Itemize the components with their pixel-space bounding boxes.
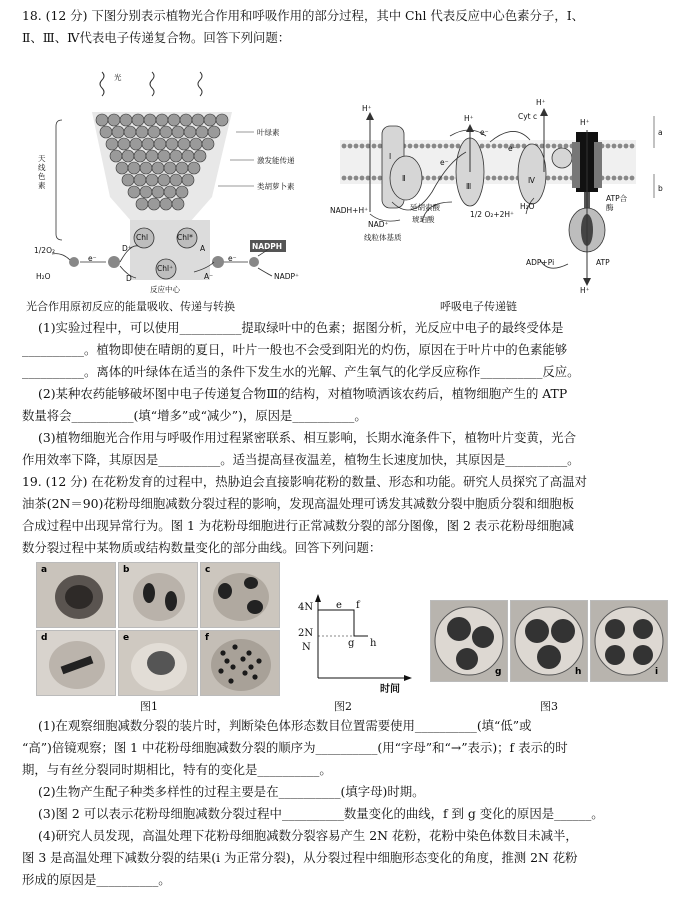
carotenoid-label: 类胡萝卜素: [257, 182, 295, 191]
pigment-ball: [172, 126, 184, 138]
fig3-label-h: h: [575, 667, 582, 677]
electron-label-r1: e⁻: [480, 128, 489, 137]
nadph-label: NADPH: [252, 242, 283, 251]
chl-plus-label: Chl⁺: [157, 264, 174, 273]
pigment-ball: [142, 138, 154, 150]
chl-label: Chl: [136, 233, 149, 242]
fig3-photo-i: [590, 600, 668, 682]
pigment-ball: [136, 126, 148, 138]
q18-part3-line1: (3)植物细胞光合作用与呼吸作用过程紧密联系、相互影响，长期水淹条件下，植物叶片变黄，光合: [38, 430, 576, 445]
lipid-head: [630, 176, 635, 181]
h-plus-label-5: H⁺: [580, 286, 590, 295]
nadh-label: NADH+H⁺: [330, 206, 369, 215]
q18-part1-line3: __________。离体的叶绿体在适当的条件下发生水的光解、产生氧气的化学反应称作__________反应。: [22, 364, 580, 379]
nad-label: NAD⁺: [368, 220, 389, 229]
y-tick-n: N: [302, 642, 311, 653]
pigment-ball: [122, 150, 134, 162]
chromosome-dot: [240, 656, 245, 661]
pigment-ball: [110, 150, 122, 162]
pigment-ball: [140, 186, 152, 198]
pigment-ball: [164, 162, 176, 174]
figure-3: [430, 600, 670, 682]
q19-part2: (2)生物产生配子种类多样性的过程主要是在__________(填字母)时期。: [38, 784, 425, 799]
chromosome-dot: [228, 678, 233, 683]
pigment-ball: [204, 114, 216, 126]
pigment-ball: [172, 198, 184, 210]
matrix-label: 线粒体基质: [364, 233, 402, 242]
lipid-head: [450, 176, 455, 181]
chromosome-dot: [220, 650, 225, 655]
point-h-label: h: [370, 638, 377, 649]
lipid-head: [348, 144, 353, 149]
q19-stem-line4: 数分裂过程中某物质或结构数量变化的部分曲线。回答下列问题：: [22, 540, 382, 555]
atp-synthase-label: ATP合酶: [606, 194, 628, 212]
lipid-head: [564, 144, 569, 149]
q18-part2-line2: 数量将会__________(填“增多”或“减少”)，原因是__________。: [22, 408, 367, 423]
pigment-ball: [152, 162, 164, 174]
lipid-head: [354, 176, 359, 181]
lipid-head: [444, 176, 449, 181]
lipid-head: [486, 144, 491, 149]
q19-part1-line2: “高”)倍镜观察；图 1 中花粉母细胞减数分裂的顺序为__________(用“字母”和“→”表示)；f 表示的时: [22, 740, 568, 755]
a-label: A: [200, 244, 206, 253]
fig1-label-d: d: [41, 633, 48, 643]
complex-1-label: Ⅰ: [389, 152, 392, 161]
pigment-ball: [160, 126, 172, 138]
fig1-label-b: b: [123, 565, 130, 575]
lipid-head: [438, 144, 443, 149]
pigment-ball: [122, 174, 134, 186]
lipid-head: [612, 144, 617, 149]
electron-label-r2: e⁻: [508, 144, 517, 153]
pigment-ball: [158, 150, 170, 162]
lipid-head: [612, 176, 617, 181]
pigment-ball: [152, 186, 164, 198]
pigment-ball: [216, 114, 228, 126]
point-e-label: e: [336, 600, 342, 611]
chromosome-dot: [252, 674, 257, 679]
complex-4-label: Ⅳ: [528, 176, 535, 185]
chromosome-dot: [248, 664, 253, 669]
fig1-photo-e: [118, 630, 198, 696]
pigment-ball: [146, 174, 158, 186]
pigment-ball: [154, 138, 166, 150]
pigment-ball: [140, 162, 152, 174]
oxygen-label: 1/2O₂: [34, 246, 55, 255]
d-plus-label: D⁺: [122, 244, 132, 253]
lipid-head: [486, 176, 491, 181]
pigment-ball: [116, 162, 128, 174]
q19-part4-line1: (4)研究人员发现，高温处理下花粉母细胞减数分裂容易产生 2N 花粉，花粉中染色体数目未减半，: [38, 828, 578, 843]
x-axis-label: 时间: [380, 684, 400, 695]
lipid-head: [426, 176, 431, 181]
pigment-ball: [178, 138, 190, 150]
fig1-photo-d: [36, 630, 116, 696]
q18-stem-line1: 18. (12 分) 下图分别表示植物光合作用和呼吸作用的部分过程，其中 Chl 代表反应中心色素分子，Ⅰ、: [22, 8, 584, 23]
lipid-head: [480, 144, 485, 149]
pigment-ball: [134, 174, 146, 186]
fig1-photo-c: [200, 562, 280, 628]
pigment-ball: [170, 150, 182, 162]
pigment-ball: [190, 138, 202, 150]
lipid-head: [432, 144, 437, 149]
pigment-ball: [144, 114, 156, 126]
lipid-head: [606, 144, 611, 149]
chromosome-dot: [232, 644, 237, 649]
pigment-ball: [158, 174, 170, 186]
chromosome-dot: [230, 664, 235, 669]
lipid-head: [630, 144, 635, 149]
fumarate-label: 延胡索酸: [410, 203, 440, 212]
pigment-ball: [180, 114, 192, 126]
lipid-head: [618, 176, 623, 181]
pigment-ball: [164, 186, 176, 198]
pigment-ball: [112, 126, 124, 138]
pigment-ball: [182, 150, 194, 162]
pigment-ball: [100, 126, 112, 138]
fig1-label-e: e: [123, 633, 130, 643]
lipid-head: [420, 144, 425, 149]
lipid-head: [492, 176, 497, 181]
chl-star-label: Chl*: [177, 233, 193, 242]
figure-1-caption: 图1: [140, 700, 158, 713]
h-plus-label-4: H⁺: [580, 118, 590, 127]
y-tick-4n: 4N: [298, 602, 314, 613]
pigment-ball: [202, 138, 214, 150]
pigment-ball: [96, 114, 108, 126]
figure-2: [298, 594, 418, 698]
lipid-head: [408, 144, 413, 149]
q18-stem-line2: Ⅱ、Ⅲ、Ⅳ代表电子传递复合物。回答下列问题：: [22, 30, 291, 45]
photosynthesis-diagram: [22, 62, 322, 298]
pigment-ball: [184, 126, 196, 138]
lipid-head: [372, 176, 377, 181]
electron-label-r3: e⁻: [440, 158, 449, 167]
electron-label-right: e⁻: [228, 254, 237, 263]
lipid-head: [492, 144, 497, 149]
q19-part1-line3: 期，与有丝分裂同时期相比，特有的变化是__________。: [22, 762, 332, 777]
chromosome-dot: [242, 670, 247, 675]
chromosome-dot: [218, 668, 223, 673]
respiration-caption: 呼吸电子传递链: [440, 300, 517, 313]
lipid-head: [498, 176, 503, 181]
complex-3-label: Ⅲ: [466, 182, 472, 191]
lipid-head: [624, 176, 629, 181]
lipid-head: [360, 144, 365, 149]
chromosome-dot: [246, 650, 251, 655]
pigment-ball: [134, 150, 146, 162]
pigment-ball: [188, 162, 200, 174]
pigment-ball: [160, 198, 172, 210]
lipid-head: [618, 144, 623, 149]
fig1-label-a: a: [41, 565, 48, 575]
lipid-head: [342, 176, 347, 181]
cytc-label: Cyt c: [518, 112, 538, 121]
q19-part4-line2: 图 3 是高温处理下减数分裂的结果(i 为正常分裂)，从分裂过程中细胞形态变化的角度，推测 2N 花粉: [22, 850, 578, 865]
q18-part1-line1: (1)实验过程中，可以使用__________提取绿叶中的色素；据图分析，光反应中电子的最终受体是: [38, 320, 564, 335]
lipid-head: [606, 176, 611, 181]
lipid-head: [348, 176, 353, 181]
side-b-label: b: [658, 184, 663, 193]
pigment-ball: [170, 174, 182, 186]
atp-label: ATP: [596, 258, 610, 267]
pigment-ball: [130, 138, 142, 150]
pigment-ball: [208, 126, 220, 138]
photosynthesis-caption: 光合作用原初反应的能量吸收、传递与转换: [26, 300, 235, 313]
lipid-head: [546, 144, 551, 149]
lipid-head: [432, 176, 437, 181]
pigment-ball: [176, 162, 188, 174]
lipid-head: [456, 144, 461, 149]
pigment-ball: [148, 126, 160, 138]
pigment-ball: [136, 198, 148, 210]
q18-part3-line2: 作用效率下降，其原因是__________。适当提高昼夜温差，植物生长速度加快，其原因是__________。: [22, 452, 580, 467]
nadp-label: NADP⁺: [274, 272, 299, 281]
lipid-head: [444, 144, 449, 149]
lipid-head: [354, 144, 359, 149]
pigment-ball: [146, 150, 158, 162]
electron-label-left: e⁻: [88, 254, 97, 263]
figure-2-caption: 图2: [334, 700, 352, 713]
d-label: D: [126, 274, 132, 283]
fig3-label-g: g: [495, 667, 502, 677]
lipid-head: [624, 144, 629, 149]
adp-pi-label: ADP+Pi: [526, 258, 555, 267]
pigment-ball: [192, 114, 204, 126]
a-minus-label: A⁻: [204, 272, 214, 281]
lipid-head: [426, 144, 431, 149]
chromosome-dot: [256, 658, 261, 663]
lipid-head: [342, 144, 347, 149]
lipid-head: [414, 144, 419, 149]
lipid-head: [510, 176, 515, 181]
pigment-ball: [196, 126, 208, 138]
pigment-ball: [148, 198, 160, 210]
lipid-head: [552, 176, 557, 181]
pigment-ball: [108, 114, 120, 126]
pigment-ball: [168, 114, 180, 126]
fig1-label-c: c: [205, 565, 211, 575]
fig1-label-f: f: [205, 633, 209, 643]
q18-part1-line2: __________。植物即使在晴朗的夏日，叶片一般也不会受到阳光的灼伤，原因在于叶片中的色素能够: [22, 342, 568, 357]
water-label: H₂O: [36, 272, 51, 281]
pigment-ball: [124, 126, 136, 138]
lipid-head: [564, 176, 569, 181]
pigment-ball: [106, 138, 118, 150]
pigment-ball: [128, 186, 140, 198]
h-plus-label-1: H⁺: [362, 104, 372, 113]
lipid-head: [504, 176, 509, 181]
h-plus-label-3: H⁺: [536, 98, 546, 107]
respiration-figure: [330, 98, 680, 298]
q18-part2-line1: (2)某种农药能够破坏图中电子传递复合物Ⅲ的结构，对植物喷洒该农药后，植物细胞产生的 ATP: [38, 386, 568, 401]
fig3-photo-g: [430, 600, 508, 682]
photosynthesis-figure: [22, 62, 322, 298]
succinate-label: 琥珀酸: [412, 215, 435, 224]
fig1-photo-a: [36, 562, 116, 628]
antenna-pigment-label: 天线色素: [38, 154, 46, 190]
pigment-ball: [182, 174, 194, 186]
lipid-head: [558, 176, 563, 181]
complex-2-label: Ⅱ: [402, 174, 406, 183]
reaction-center-label: 反应中心: [150, 285, 180, 294]
fig3-photo-h: [510, 600, 588, 682]
q19-part4-line3: 形成的原因是__________。: [22, 872, 171, 887]
energy-transfer-label: 激发能传递: [257, 156, 295, 165]
fig3-label-i: i: [655, 667, 659, 677]
lipid-head: [498, 144, 503, 149]
water-label-right: H₂O: [520, 202, 535, 211]
q19-part1-line1: (1)在观察细胞减数分裂的装片时，判断染色体形态数目位置需要使用__________(填“低”或: [38, 718, 532, 733]
figure-1: [36, 562, 286, 696]
point-g-label: g: [348, 638, 355, 649]
fig1-photo-f: [200, 630, 280, 696]
light-label: 光: [114, 73, 122, 82]
pigment-ball: [132, 114, 144, 126]
q19-part3: (3)图 2 可以表示花粉母细胞减数分裂过程中__________数量变化的曲线，f 到 g 变化的原因是______。: [38, 806, 604, 821]
oxygen-proton-label: 1/2 O₂+2H⁺: [470, 210, 515, 219]
q19-stem-line2: 油茶(2N＝90)花粉母细胞减数分裂过程的影响，发现高温处理可诱发其减数分裂中胞质分裂和细胞板: [22, 496, 575, 511]
h-plus-label-2: H⁺: [464, 114, 474, 123]
chromosome-dot: [224, 658, 229, 663]
figure-3-caption: 图3: [540, 700, 558, 713]
pigment-ball: [156, 114, 168, 126]
pigment-ball: [118, 138, 130, 150]
pigment-ball: [120, 114, 132, 126]
side-a-label: a: [658, 128, 663, 137]
fig1-photo-b: [118, 562, 198, 628]
point-f-label: f: [356, 600, 360, 611]
q19-stem-line1: 19. (12 分) 在花粉发育的过程中，热胁迫会直接影响花粉的数量、形态和功能。研究人员探究了高温对: [22, 474, 587, 489]
chlorophyll-label: 叶绿素: [257, 128, 280, 137]
y-tick-2n: 2N: [298, 628, 314, 639]
pigment-ball: [176, 186, 188, 198]
pigment-ball: [128, 162, 140, 174]
lipid-head: [450, 144, 455, 149]
lipid-head: [360, 176, 365, 181]
pigment-ball: [166, 138, 178, 150]
pigment-ball: [194, 150, 206, 162]
lipid-head: [372, 144, 377, 149]
lipid-head: [552, 144, 557, 149]
q19-stem-line3: 合成过程中出现异常行为。图 1 为花粉母细胞进行正常减数分裂的部分图像，图 2 表示花粉母细胞减: [22, 518, 574, 533]
